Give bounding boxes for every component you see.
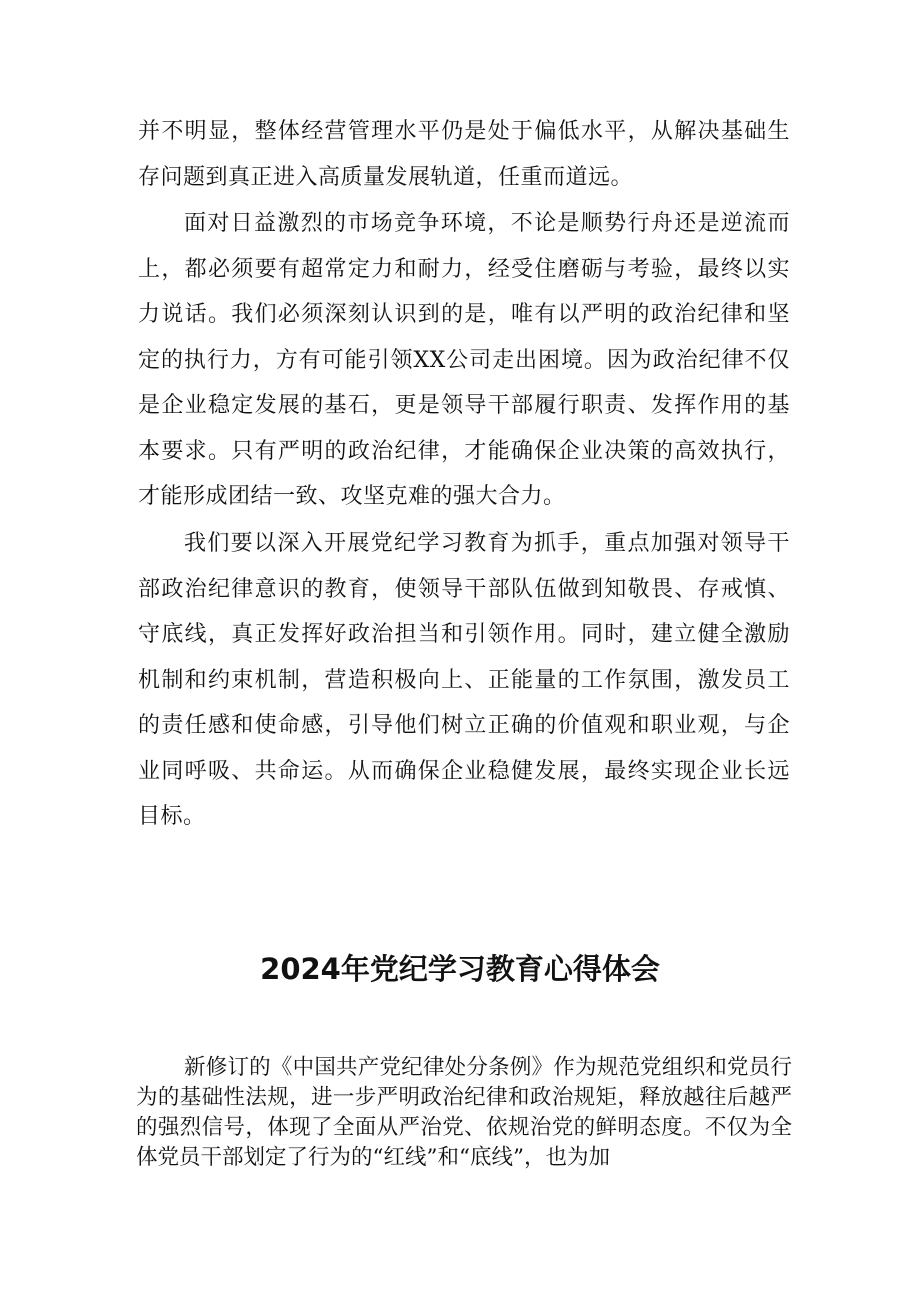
paragraph-market-competition: 面对日益激烈的市场竞争环境，不论是顺势行舟还是逆流而上，都必须要有超常定力和耐力，经受住磨砺与考验，最终以实力说话。我们必须深刻认识到的是，唯有以严明的政治纪律和坚定的执行力，方有可能引领XX公司走出困境。因为政治纪律不仅是企业稳定发展的基石，更是领导干部履行职责、发挥作用的基本要求。只有严明的政治纪律，才能确保企业决策的高效执行，才能形成团结一致、攻坚克难的强大合力。 [138, 211, 790, 509]
paragraph-continuation: 并不明显，整体经营管理水平仍是处于偏低水平，从解决基础生存问题到真正进入高质量发展轨道，任重而道远。 [138, 119, 790, 190]
paragraph-discipline-education: 我们要以深入开展党纪学习教育为抓手，重点加强对领导干部政治纪律意识的教育，使领导干部队伍做到知敬畏、存戒慎、守底线，真正发挥好政治担当和引领作用。同时，建立健全激励机制和约束机制，营造积极向上、正能量的工作氛围，激发员工的责任感和使命感，引导他们树立正确的价值观和职业观，与企业同呼吸、共命运。从而确保企业稳健发展，最终实现企业长远目标。 [138, 531, 790, 829]
paragraph-new-regulations: 新修订的《中国共产党纪律处分条例》作为规范党组织和党员行为的基础性法规，进一步严明政治纪律和政治规矩，释放越往后越严的强烈信号，体现了全面从严治党、依规治党的鲜明态度。不仅为全体党员干部划定了行为的“红线”和“底线”，也为加 [136, 1055, 792, 1170]
document-title: 2024年党纪学习教育心得体会 [260, 952, 660, 986]
